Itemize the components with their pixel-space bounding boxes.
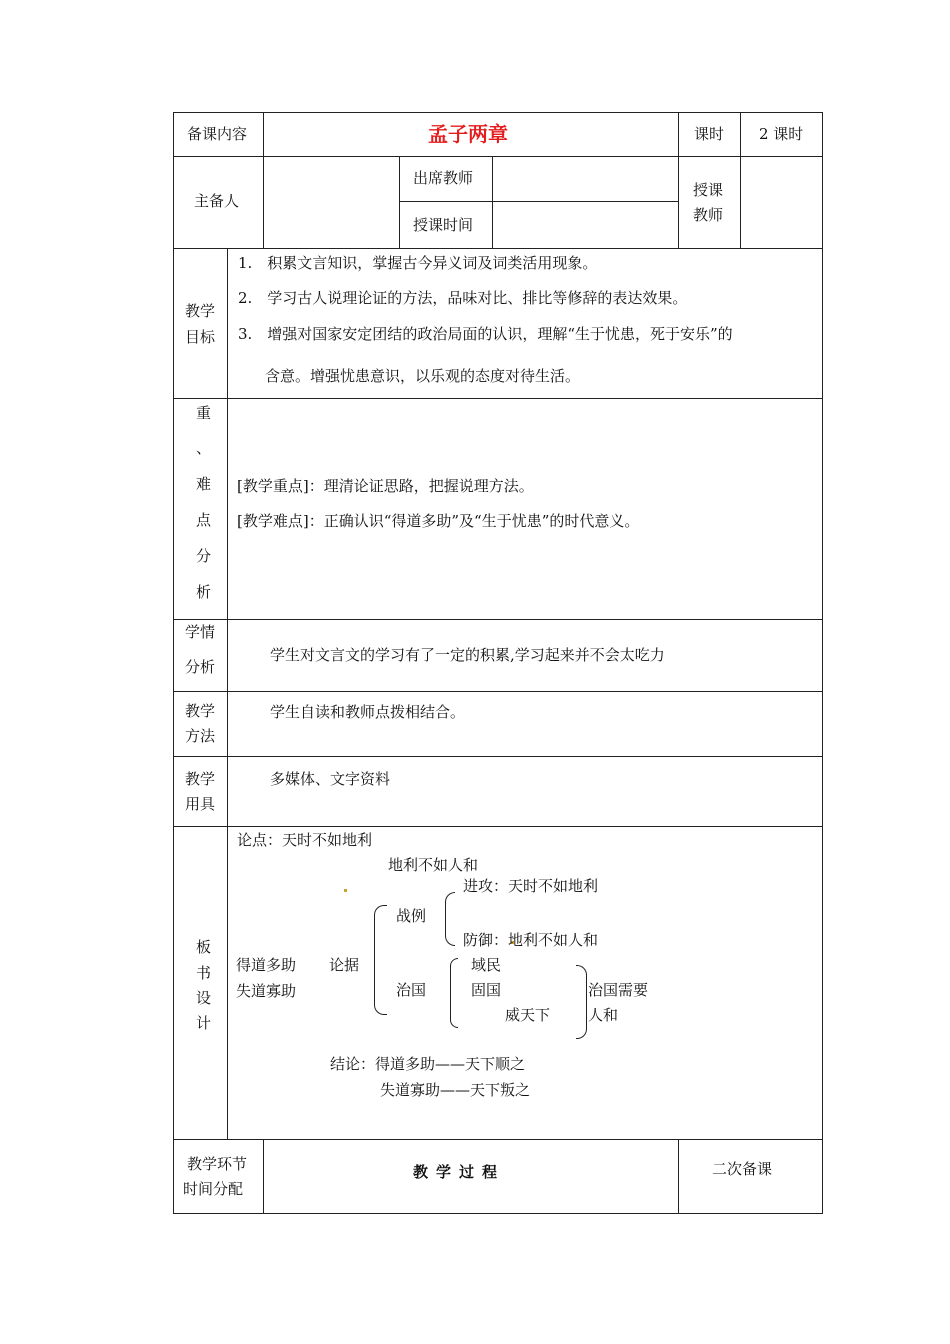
row-divider xyxy=(173,691,823,692)
keypoints-label-char: 、 xyxy=(196,439,212,457)
teacher-label-line1: 授课 xyxy=(693,181,724,199)
goals-label-line2: 目标 xyxy=(185,328,216,346)
method-label-line1: 教学 xyxy=(185,702,216,720)
board-defense: 防御：地利不如人和 xyxy=(463,931,599,949)
board-attack: 进攻：天时不如地利 xyxy=(463,877,599,895)
board-label-char: 板 xyxy=(196,938,212,956)
board-conclusion-2: 失道寡助——天下叛之 xyxy=(380,1081,531,1099)
board-thesis: 论点：天时不如地利 xyxy=(237,831,373,849)
table-border-bottom xyxy=(173,1213,823,1214)
need-brace xyxy=(576,965,587,1039)
board-govern: 治国 xyxy=(396,981,427,999)
content-label: 备课内容 xyxy=(187,125,248,143)
goals-label-line1: 教学 xyxy=(185,302,216,320)
col-divider xyxy=(399,156,400,249)
attending-teacher-label: 出席教师 xyxy=(413,169,474,187)
stage-label-line2: 时间分配 xyxy=(183,1180,244,1198)
govern-brace xyxy=(450,958,458,1028)
keypoints-label-char: 难 xyxy=(196,475,212,493)
col-divider xyxy=(263,1139,264,1214)
lesson-title: 孟子两章 xyxy=(428,122,508,146)
keypoints-label-char: 分 xyxy=(196,547,212,565)
keypoints-label-char: 析 xyxy=(196,583,212,601)
keypoints-label-char: 点 xyxy=(196,511,212,529)
board-label-char: 计 xyxy=(196,1014,212,1032)
stray-mark xyxy=(344,889,347,892)
table-border-right xyxy=(822,112,823,1214)
period-value: 2 课时 xyxy=(759,125,804,143)
row-divider xyxy=(173,398,823,399)
board-need-1: 治国需要 xyxy=(588,981,649,999)
board-conclusion-1: 结论：得道多助——天下顺之 xyxy=(330,1055,526,1073)
col-divider xyxy=(492,156,493,249)
board-war: 战例 xyxy=(396,907,427,925)
method-text: 学生自读和教师点拨相结合。 xyxy=(270,703,466,721)
row-divider xyxy=(173,619,823,620)
col-divider xyxy=(227,248,228,1140)
class-time-label: 授课时间 xyxy=(413,216,474,234)
row-divider xyxy=(173,248,823,249)
col-divider xyxy=(678,112,679,249)
board-evidence: 论据 xyxy=(329,956,360,974)
col-divider xyxy=(740,112,741,249)
process-heading: 教学过程 xyxy=(413,1163,506,1181)
row-divider xyxy=(173,156,823,157)
tools-text: 多媒体、文字资料 xyxy=(270,770,391,788)
period-label: 课时 xyxy=(694,125,725,143)
second-prep-label: 二次备课 xyxy=(712,1160,773,1178)
tools-label-line1: 教学 xyxy=(185,770,216,788)
situation-text: 学生对文言文的学习有了一定的积累,学习起来并不会太吃力 xyxy=(270,646,665,664)
situation-label-line2: 分析 xyxy=(185,658,216,676)
board-govern-2: 固国 xyxy=(471,981,502,999)
row-divider xyxy=(173,826,823,827)
goal-item-continued: 含意。增强忧患意识，以乐观的态度对待生活。 xyxy=(265,367,581,385)
table-border-top xyxy=(173,112,823,113)
teaching-focus: [教学重点]：理清论证思路，把握说理方法。 xyxy=(237,477,534,495)
teaching-difficulty: [教学难点]：正确认识“得道多助”及“生于忧患”的时代意义。 xyxy=(237,512,640,530)
col-divider xyxy=(678,1139,679,1214)
board-govern-1: 域民 xyxy=(471,956,502,974)
goal-item: 2. 学习古人说理论证的方法，品味对比、排比等修辞的表达效果。 xyxy=(238,289,688,307)
board-label-char: 书 xyxy=(196,964,212,982)
keypoints-label-char: 重 xyxy=(196,404,212,422)
row-divider xyxy=(399,201,678,202)
stage-label-line1: 教学环节 xyxy=(187,1155,248,1173)
col-divider xyxy=(263,112,264,249)
method-label-line2: 方法 xyxy=(185,727,216,745)
tools-label-line2: 用具 xyxy=(185,795,216,813)
table-border-left xyxy=(173,112,174,1214)
row-divider xyxy=(173,1139,823,1140)
goal-item: 1. 积累文言知识，掌握古今异义词及词类活用现象。 xyxy=(238,254,598,272)
row-divider xyxy=(173,756,823,757)
evidence-brace xyxy=(374,905,387,1015)
goal-item: 3. 增强对国家安定团结的政治局面的认识，理解“生于忧患，死于安乐”的 xyxy=(238,325,733,343)
board-need-2: 人和 xyxy=(588,1006,619,1024)
board-left-2: 失道寡助 xyxy=(236,982,297,1000)
board-govern-3: 威天下 xyxy=(505,1006,551,1024)
board-thesis-2: 地利不如人和 xyxy=(388,856,479,874)
board-left-1: 得道多助 xyxy=(236,956,297,974)
war-brace xyxy=(445,892,455,946)
situation-label-line1: 学情 xyxy=(185,623,216,641)
teacher-label-line2: 教师 xyxy=(693,206,724,224)
board-label-char: 设 xyxy=(196,989,212,1007)
lead-teacher-label: 主备人 xyxy=(194,192,240,210)
